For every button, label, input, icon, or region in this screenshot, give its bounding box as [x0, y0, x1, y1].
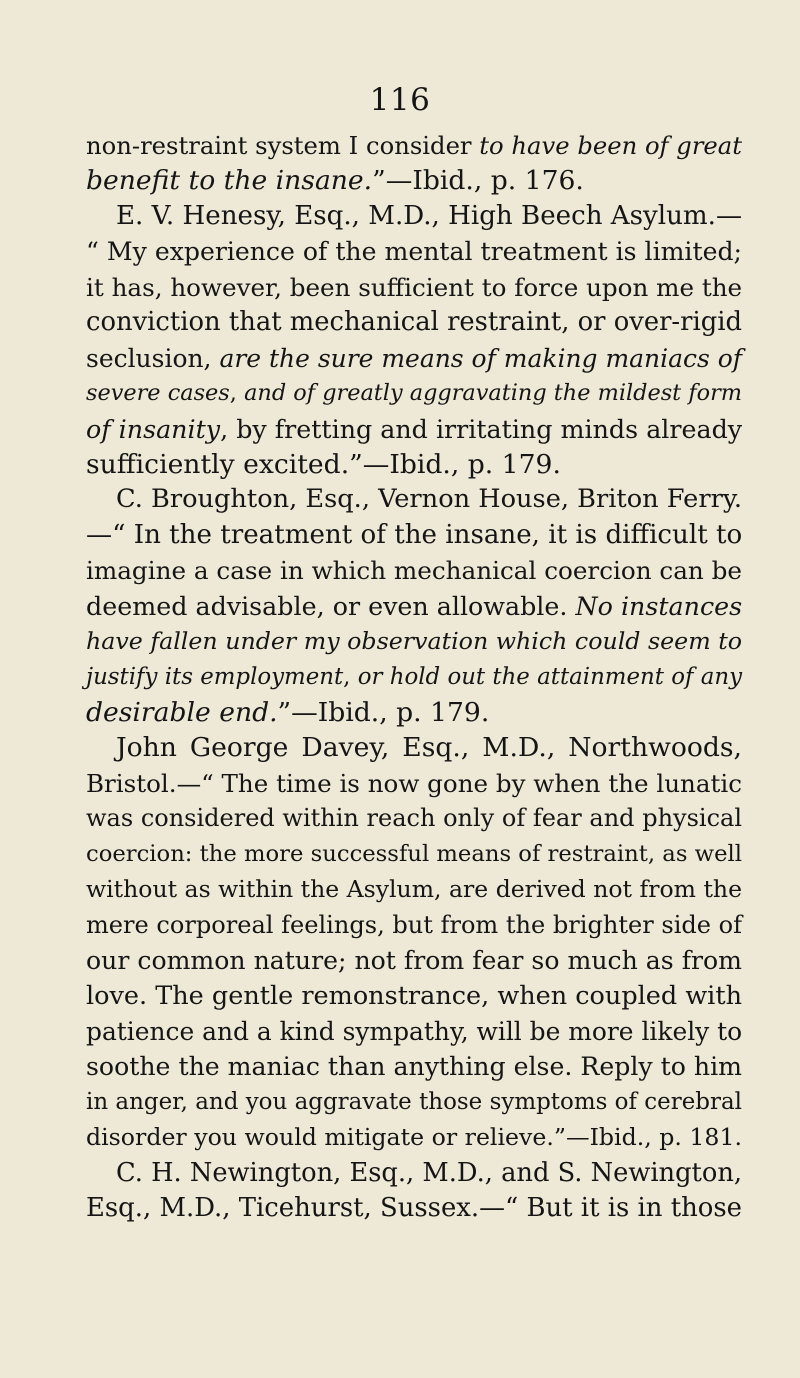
text-segment: John George Davey, Esq., M.D., Northwoods, [116, 732, 742, 764]
text-segment: E. V. Henesy, Esq., M.D., High Beech Asylum.— [116, 200, 743, 231]
text-segment: conviction that mechanical restraint, or over-rigid [86, 307, 742, 338]
italic-text-segment: to have been of great [479, 131, 742, 160]
text-segment: seclusion, [86, 343, 220, 373]
text-line [86, 341, 742, 376]
text-segment: Esq., M.D., Ticehurst, Sussex.—“ But it is in those [86, 1193, 742, 1224]
text-line [86, 518, 742, 553]
text-segment: , by fretting and irritating minds already [220, 413, 743, 444]
text-line [86, 412, 742, 447]
text-segment: Bristol.—“ The time is now gone by when the lunatic [86, 768, 742, 798]
text-line [86, 199, 742, 234]
text-segment: , [229, 380, 245, 407]
text-line [86, 1120, 742, 1155]
text-line [86, 624, 742, 659]
text-line [86, 695, 742, 730]
italic-text-segment: severe cases [86, 380, 230, 407]
text-line [86, 589, 742, 624]
text-segment: —“ In the treatment of the insane, it is difficult to [86, 519, 743, 550]
text-segment: deemed advisable, or even allowable. [86, 590, 576, 621]
text-line [86, 1191, 742, 1226]
text-line [86, 163, 742, 198]
italic-text-segment: of insanity [86, 413, 221, 444]
text-segment: soothe the maniac than anything else. Reply to him [86, 1052, 743, 1082]
text-line [86, 305, 742, 340]
text-segment: in anger, and you aggravate those symptoms of cerebral [86, 1088, 742, 1115]
text-line [86, 1014, 742, 1049]
text-segment: patience and a kind sympathy, will be more likely to [86, 1016, 743, 1046]
text-segment: imagine a case in which mechanical coercion can be [86, 556, 742, 586]
text-segment: C. H. Newington, Esq., M.D., and S. Newington, [116, 1157, 743, 1188]
italic-text-segment: No instances [575, 590, 743, 621]
italic-text-segment: or hold out the attainment of any [357, 663, 742, 690]
italic-text-segment: desirable end. [86, 697, 278, 728]
text-line [86, 270, 742, 305]
text-line [86, 128, 742, 163]
text-segment: mere corporeal feelings, but from the brighter side of [86, 910, 743, 939]
text-segment: love. The gentle remonstrance, when coupled with [86, 980, 742, 1011]
text-line [86, 376, 742, 411]
text-line [86, 801, 742, 836]
text-segment: was considered within reach only of fear and physical [86, 804, 742, 833]
text-line [86, 872, 742, 907]
text-line [86, 943, 742, 978]
text-line [86, 730, 742, 765]
italic-text-segment: are the sure means of making maniacs of [219, 343, 742, 373]
text-line [86, 553, 742, 588]
text-segment: our common nature; not from fear so much as from [86, 946, 742, 976]
text-line [86, 908, 742, 943]
text-line [86, 482, 742, 517]
text-line [86, 979, 742, 1014]
text-segment: it has, however, been sufficient to force upon me the [86, 272, 743, 302]
text-line [86, 837, 742, 872]
italic-text-segment: and of greatly aggravating the mildest form [244, 380, 742, 407]
text-line [86, 766, 742, 801]
italic-text-segment: benefit to the insane. [86, 165, 373, 197]
text-segment: non-restraint system I consider [86, 131, 480, 160]
text-line [86, 660, 742, 695]
page-number: 116 [369, 82, 431, 118]
text-line [86, 234, 742, 269]
text-segment: , [343, 663, 358, 690]
text-segment: sufficiently excited.”—Ibid., p. 179. [86, 448, 561, 480]
text-segment: disorder you would mitigate or relieve.”—Ibid., p. 181. [86, 1123, 742, 1152]
text-segment: C. Broughton, Esq., Vernon House, Briton Ferry. [116, 484, 743, 515]
text-line [86, 1049, 742, 1084]
italic-text-segment: justify its employment [86, 663, 344, 690]
body-text [86, 128, 742, 1227]
text-line [86, 1156, 742, 1191]
text-segment: ”—Ibid., p. 176. [372, 165, 584, 197]
text-segment: “ My experience of the mental treatment is limited; [86, 237, 742, 267]
text-segment: ”—Ibid., p. 179. [277, 697, 490, 728]
italic-text-segment: have fallen under my observation which could seem to [86, 627, 742, 656]
text-line [86, 1085, 742, 1120]
text-segment: coercion: the more successful means of restraint, as well [86, 840, 742, 867]
text-segment: without as within the Asylum, are derived not from the [86, 875, 742, 904]
text-line [86, 447, 742, 482]
